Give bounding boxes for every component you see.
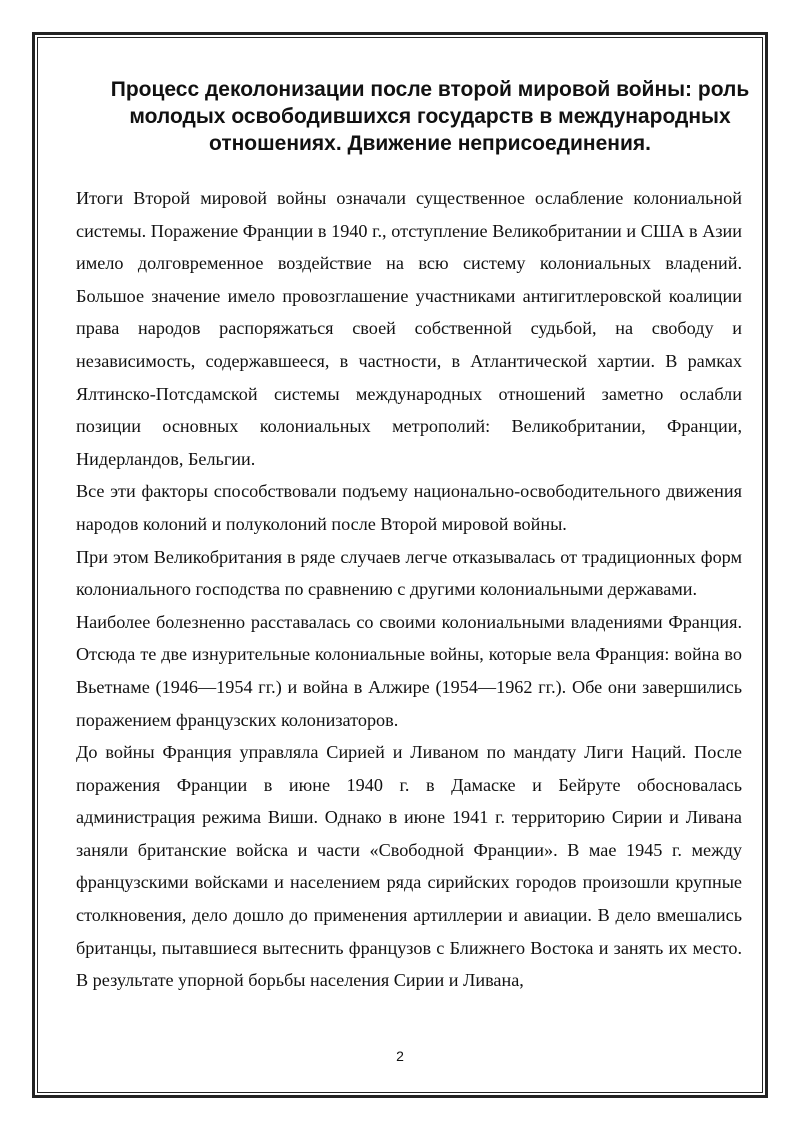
paragraph: Итоги Второй мировой войны означали существенное ослабление колониальной системы. Поражение Франции в 1940 г., отступление Великобритании и США в Азии имело долговременное воздействие на всю систему колониальных владений. Большое значение имело провозглашение участниками антигитлеровской коалиции права народов распоряжаться своей собственной судьбой, на свободу и независимость, содержавшееся, в частности, в Атлантической хартии. В рамках Ялтинско-Потсдамской системы международных отношений заметно ослабли позиции основных колониальных метрополий: Великобритании, Франции, Нидерландов, Бельгии. — [76, 188, 742, 469]
document-body — [76, 182, 742, 997]
paragraph: До войны Франция управляла Сирией и Ливаном по мандату Лиги Наций. После поражения Франции в июне 1940 г. в Дамаске и Бейруте обосновалась администрация режима Виши. Однако в июне 1941 г. территорию Сирии и Ливана заняли британские войска и части «Свободной Франции». В мае 1945 г. между французскими войсками и населением ряда сирийских городов произошли крупные столкновения, дело дошло до применения артиллерии и авиации. В дело вмешались британцы, пытавшиеся вытеснить французов с Ближнего Востока и занять их место. В результате упорной борьбы населения Сирии и Ливана, — [76, 742, 742, 991]
paragraph: Наиболее болезненно расставалась со своими колониальными владениями Франция. Отсюда те две изнурительные колониальные войны, которые вела Франция: война во Вьетнаме (1946—1954 гг.) и война в Алжире (1954—1962 гг.). Обе они завершились поражением французских колонизаторов. — [76, 611, 742, 730]
paragraph: При этом Великобритания в ряде случаев легче отказывалась от традиционных форм колониального господства по сравнению с другими колониальными державами. — [76, 546, 742, 600]
paragraph: Все эти факторы способствовали подъему национально-освободительного движения народов колоний и полуколоний после Второй мировой войны. — [76, 481, 742, 534]
document-title: Процесс деколонизации после второй мировой войны: роль молодых освободившихся государств в международных отношениях. Движение неприсоединения. — [110, 78, 750, 155]
page-number: 2 — [396, 1048, 404, 1064]
